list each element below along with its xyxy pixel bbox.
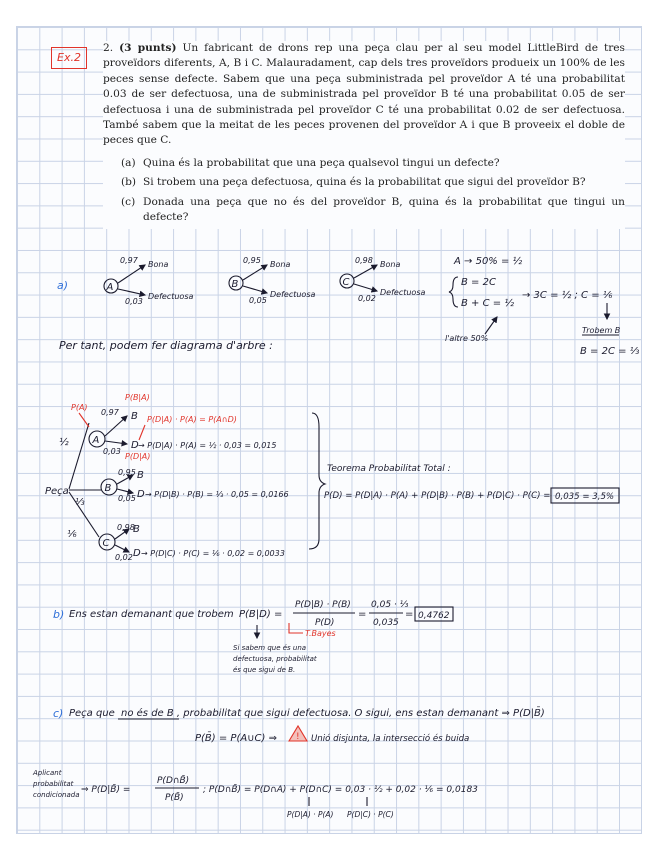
system-line-1: A → 50% = ½ [454, 256, 523, 267]
question-text: Donada una peça que no és del proveïdor B, quina és la probabilitat que tingui un defecte? [143, 195, 625, 224]
a-leaf-good: B [131, 411, 138, 422]
sub-expansion-1: P(D|A) · P(A) [287, 810, 334, 819]
weight-a: ½ [59, 437, 69, 448]
bad-label: Defectuosa [270, 290, 316, 299]
b-leaf-line: → P(D|B) · P(B) = ⅓ · 0,05 = 0,0166 [145, 490, 289, 499]
system-brace [449, 277, 458, 307]
part-c-start: Peça que [69, 708, 115, 719]
part-c-label: c) [53, 707, 64, 720]
node-label: C [342, 277, 350, 288]
tree-root: Peça [45, 486, 69, 497]
weight-c: ⅙ [67, 529, 77, 540]
c-good-prob: 0,98 [117, 523, 135, 532]
find-b-result: B = 2C = ⅓ [580, 346, 640, 357]
node-label: A [106, 282, 114, 293]
total-formula: P(D) = P(D|A) · P(A) + P(D|B) · P(B) + P(D|C) · P(C) = [324, 491, 551, 501]
a-branch-good [105, 416, 127, 436]
system-eq-1: B = 2C [461, 277, 496, 288]
bad-label: Defectuosa [380, 288, 426, 297]
bayes-note-1: Si sabem que és una [233, 644, 307, 652]
bayes-den: P(D) [315, 618, 335, 628]
good-label: Bona [148, 260, 169, 269]
red-pa: P(A) [71, 403, 88, 412]
b-leaf-bad: D [137, 489, 145, 500]
system-eq-2: B + C = ½ [461, 298, 515, 309]
bayes-bracket [289, 623, 303, 633]
bad-prob: 0,05 [249, 296, 267, 305]
total-result: 0,035 = 3,5% [555, 492, 615, 502]
branch-good [354, 265, 377, 278]
part-a-label: a) [57, 279, 69, 292]
b-branch-bad [117, 489, 133, 493]
note-arrow [485, 317, 497, 334]
side-note-3: condicionada [33, 791, 80, 799]
good-label: Bona [380, 260, 401, 269]
small-tree-c [340, 256, 425, 303]
cond-final: ; P(D∩B̄) = P(D∩A) + P(D∩C) = 0,03 · ½ + 0,02 · ⅙ = 0,0183 [203, 785, 478, 795]
good-prob: 0,97 [120, 256, 138, 265]
red-pba: P(B|A) [125, 393, 150, 402]
small-tree-a [104, 256, 193, 306]
part-c-line2: P(B̄) = P(A∪C) ⇒ [195, 733, 277, 744]
bayes-name: T.Bayes [305, 629, 336, 638]
bayes-note-3: és que sigui de B. [233, 666, 296, 674]
red-pda: P(D|A) [125, 452, 151, 461]
supplier-system [445, 255, 640, 357]
branch-good [243, 265, 267, 280]
part-b-label: b) [53, 608, 65, 621]
part-c-line [69, 706, 545, 719]
problem-points: (3 punts) [119, 42, 177, 54]
bad-prob: 0,02 [358, 294, 376, 303]
good-prob: 0,98 [355, 256, 373, 265]
probability-tree [45, 393, 325, 562]
bayes-num2: 0,05 · ⅓ [371, 600, 409, 610]
question-label: (a) [121, 156, 136, 169]
grid-paper-sheet [16, 26, 642, 834]
branch-to-a [69, 423, 89, 489]
question-text: Quina és la probabilitat que una peça qualsevol tingui un defecte? [143, 156, 500, 169]
side-note-1: Aplicant [33, 769, 62, 777]
bayes-den2: 0,035 [373, 618, 399, 628]
good-label: Bona [270, 260, 291, 269]
bad-prob: 0,03 [125, 297, 143, 306]
weight-b: ⅓ [75, 497, 85, 508]
problem-number: 2. [103, 42, 114, 54]
bayes-result: 0,4762 [418, 611, 450, 621]
exercise-label: Ex.2 [51, 47, 87, 69]
part-c-end: , probabilitat que sigui defectuosa. O sigui, ens estan demanant ⇒ P(D|B̄) [176, 708, 545, 719]
cond-den: P(B̄) [165, 793, 184, 803]
c-branch-bad [115, 545, 129, 552]
bayes-num: P(D|B) · P(B) [295, 600, 351, 610]
node-label: B [231, 279, 239, 290]
b-good-prob: 0,95 [118, 468, 136, 477]
handwritten-solution [17, 27, 641, 833]
bayes-lhs: P(B|D) = [239, 609, 283, 620]
branch-bad [354, 284, 377, 291]
question-text: Si trobem una peça defectuosa, quina és la probabilitat que sigui del proveïdor B? [143, 176, 586, 189]
warning-mark: ! [296, 732, 300, 742]
c-bad-prob: 0,02 [115, 553, 133, 562]
c-leaf-line: → P(D|C) · P(C) = ⅙ · 0,02 = 0,0033 [141, 549, 285, 558]
question-label: (b) [121, 176, 137, 189]
system-result: → 3C = ½ ; C = ⅙ [522, 290, 613, 301]
total-title: Teorema Probabilitat Total : [327, 464, 451, 474]
branch-bad [243, 286, 267, 293]
a-good-prob: 0,97 [101, 408, 119, 417]
a-leaf-line: → P(D|A) · P(A) = ½ · 0,03 = 0,015 [138, 441, 277, 450]
cond-lhs: ⇒ P(D|B̄) = [81, 785, 131, 795]
sub-expansion-2: P(D|C) · P(C) [347, 810, 394, 819]
side-note-2: probabilitat [33, 780, 74, 788]
a-leaf-bad: D [131, 440, 139, 451]
find-b-label: Trobem B [582, 326, 621, 335]
bad-label: Defectuosa [148, 292, 194, 301]
tree-node-b-label: B [104, 483, 112, 494]
equals-sign-2: = [405, 609, 414, 620]
part-b-text: Ens estan demanant que trobem [69, 609, 234, 620]
branch-good [118, 265, 145, 283]
system-note: l'altre 50% [445, 334, 489, 343]
c-leaf-bad: D [133, 548, 141, 559]
problem-text: Un fabricant de drons rep una peça clau per al seu model LittleBird de tres proveïdors diferents, A, B i C. Malauradament, cap dels tres proveïdors produeix un 100% de les peces sense defecte. Sabem que una peça subministrada pel proveïdor A té una probabilitat 0.03 de ser defectuosa, una de subministrada pel proveïdor B té una probabilitat 0.05 de ser defectuosa i una de subministrada pel proveïdor C té una probabilitat 0.02 de ser defectuosa. També sabem que la meitat de les peces provenen del proveïdor A i que B proveeix el doble de peces que C. [103, 42, 625, 147]
cond-num: P(D∩B̄) [157, 776, 190, 786]
tree-node-a-label: A [92, 435, 100, 446]
tree-node-c-label: C [102, 538, 110, 549]
part-c-line2-note: Unió disjunta, la intersecció és buida [311, 734, 470, 744]
branch-bad [118, 289, 145, 295]
a-branch-bad [105, 441, 127, 444]
small-tree-b [229, 256, 315, 305]
bayes-note-2: defectuosa, probabilitat [233, 655, 317, 663]
question-label: (c) [121, 195, 136, 208]
red-intersection-arrow [139, 425, 145, 440]
part-c-underlined: no és de B [121, 708, 174, 719]
b-bad-prob: 0,05 [118, 494, 136, 503]
equals-sign: = [358, 609, 367, 620]
red-intersection: P(D|A) · P(A) = P(A∩D) [147, 415, 237, 424]
c-leaf-good: B [133, 524, 140, 535]
a-bad-prob: 0,03 [103, 447, 121, 456]
sum-brace [309, 413, 325, 549]
red-pa-arrow [79, 413, 89, 427]
tree-intro: Per tant, podem fer diagrama d'arbre : [59, 339, 273, 352]
b-leaf-good: B [137, 470, 144, 481]
good-prob: 0,95 [243, 256, 261, 265]
